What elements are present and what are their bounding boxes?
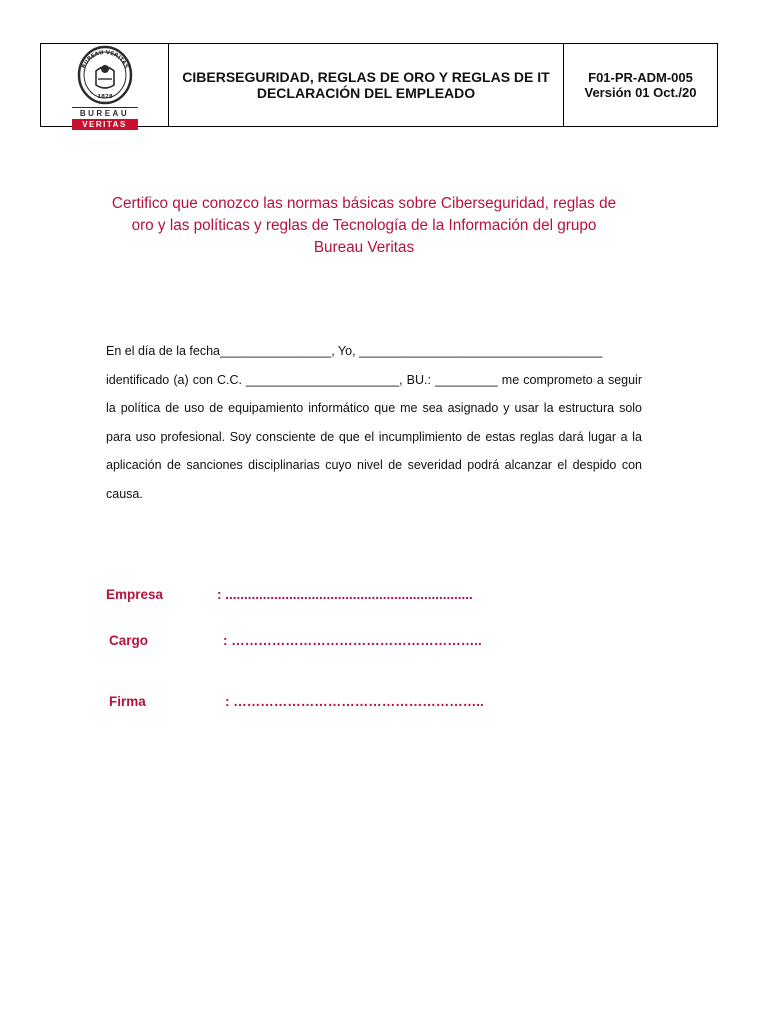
document-title-line2: DECLARACIÓN DEL EMPLEADO <box>256 85 476 101</box>
firma-label: Firma <box>109 694 146 709</box>
document-header <box>40 43 718 127</box>
document-title-line1: CIBERSEGURIDAD, REGLAS DE ORO Y REGLAS DE IT <box>182 69 550 85</box>
logo-wordmark-bottom: VERITAS <box>72 119 138 130</box>
logo-wordmark-top: BUREAU <box>72 107 138 119</box>
code-cell <box>564 44 717 126</box>
cargo-dotted-line[interactable]: : ……………………………………………….. <box>223 633 482 648</box>
firma-dotted-line[interactable]: : ……………………………………………….. <box>225 694 484 709</box>
declaration-text <box>106 337 642 508</box>
firma-field[interactable] <box>109 694 146 709</box>
declaration-paragraph: identificado (a) con C.C. ______________________, BU.: _________ me comprometo a seguir la política de uso de equipamiento informático que me sea asignado y usar la estructura solo para uso profesional. Soy consciente de que el incumplimiento de estas reglas dará lugar a la aplicación de sanciones disciplinarias cuyo nivel de severidad podrá alcanzar el despido con causa. <box>106 372 642 501</box>
empresa-dotted-line[interactable]: : .................................................................. <box>217 587 473 602</box>
bureau-veritas-logo <box>72 45 138 130</box>
certification-statement: Certifico que conozco las normas básicas sobre Ciberseguridad, reglas de oro y las políticas y reglas de Tecnología de la Información del grupo Bureau Veritas <box>111 195 617 256</box>
empresa-field[interactable] <box>106 587 163 602</box>
empresa-value[interactable] <box>217 587 473 602</box>
title-cell <box>169 44 564 126</box>
seal-icon <box>76 45 134 105</box>
cargo-label: Cargo <box>109 633 149 648</box>
cargo-field[interactable] <box>109 633 148 648</box>
empresa-label: Empresa <box>106 587 164 602</box>
declaration-line1: En el día de la fecha________________, Yo, ___________________________________ <box>106 344 603 358</box>
svg-text:BUREAU VERITAS: BUREAU VERITAS <box>80 49 129 70</box>
cargo-value[interactable] <box>223 633 482 648</box>
document-version: Versión 01 Oct./20 <box>584 85 697 100</box>
logo-cell <box>41 44 169 129</box>
svg-text:1828: 1828 <box>96 93 113 100</box>
document-code: F01-PR-ADM-005 <box>588 70 693 85</box>
firma-value[interactable] <box>225 694 484 709</box>
